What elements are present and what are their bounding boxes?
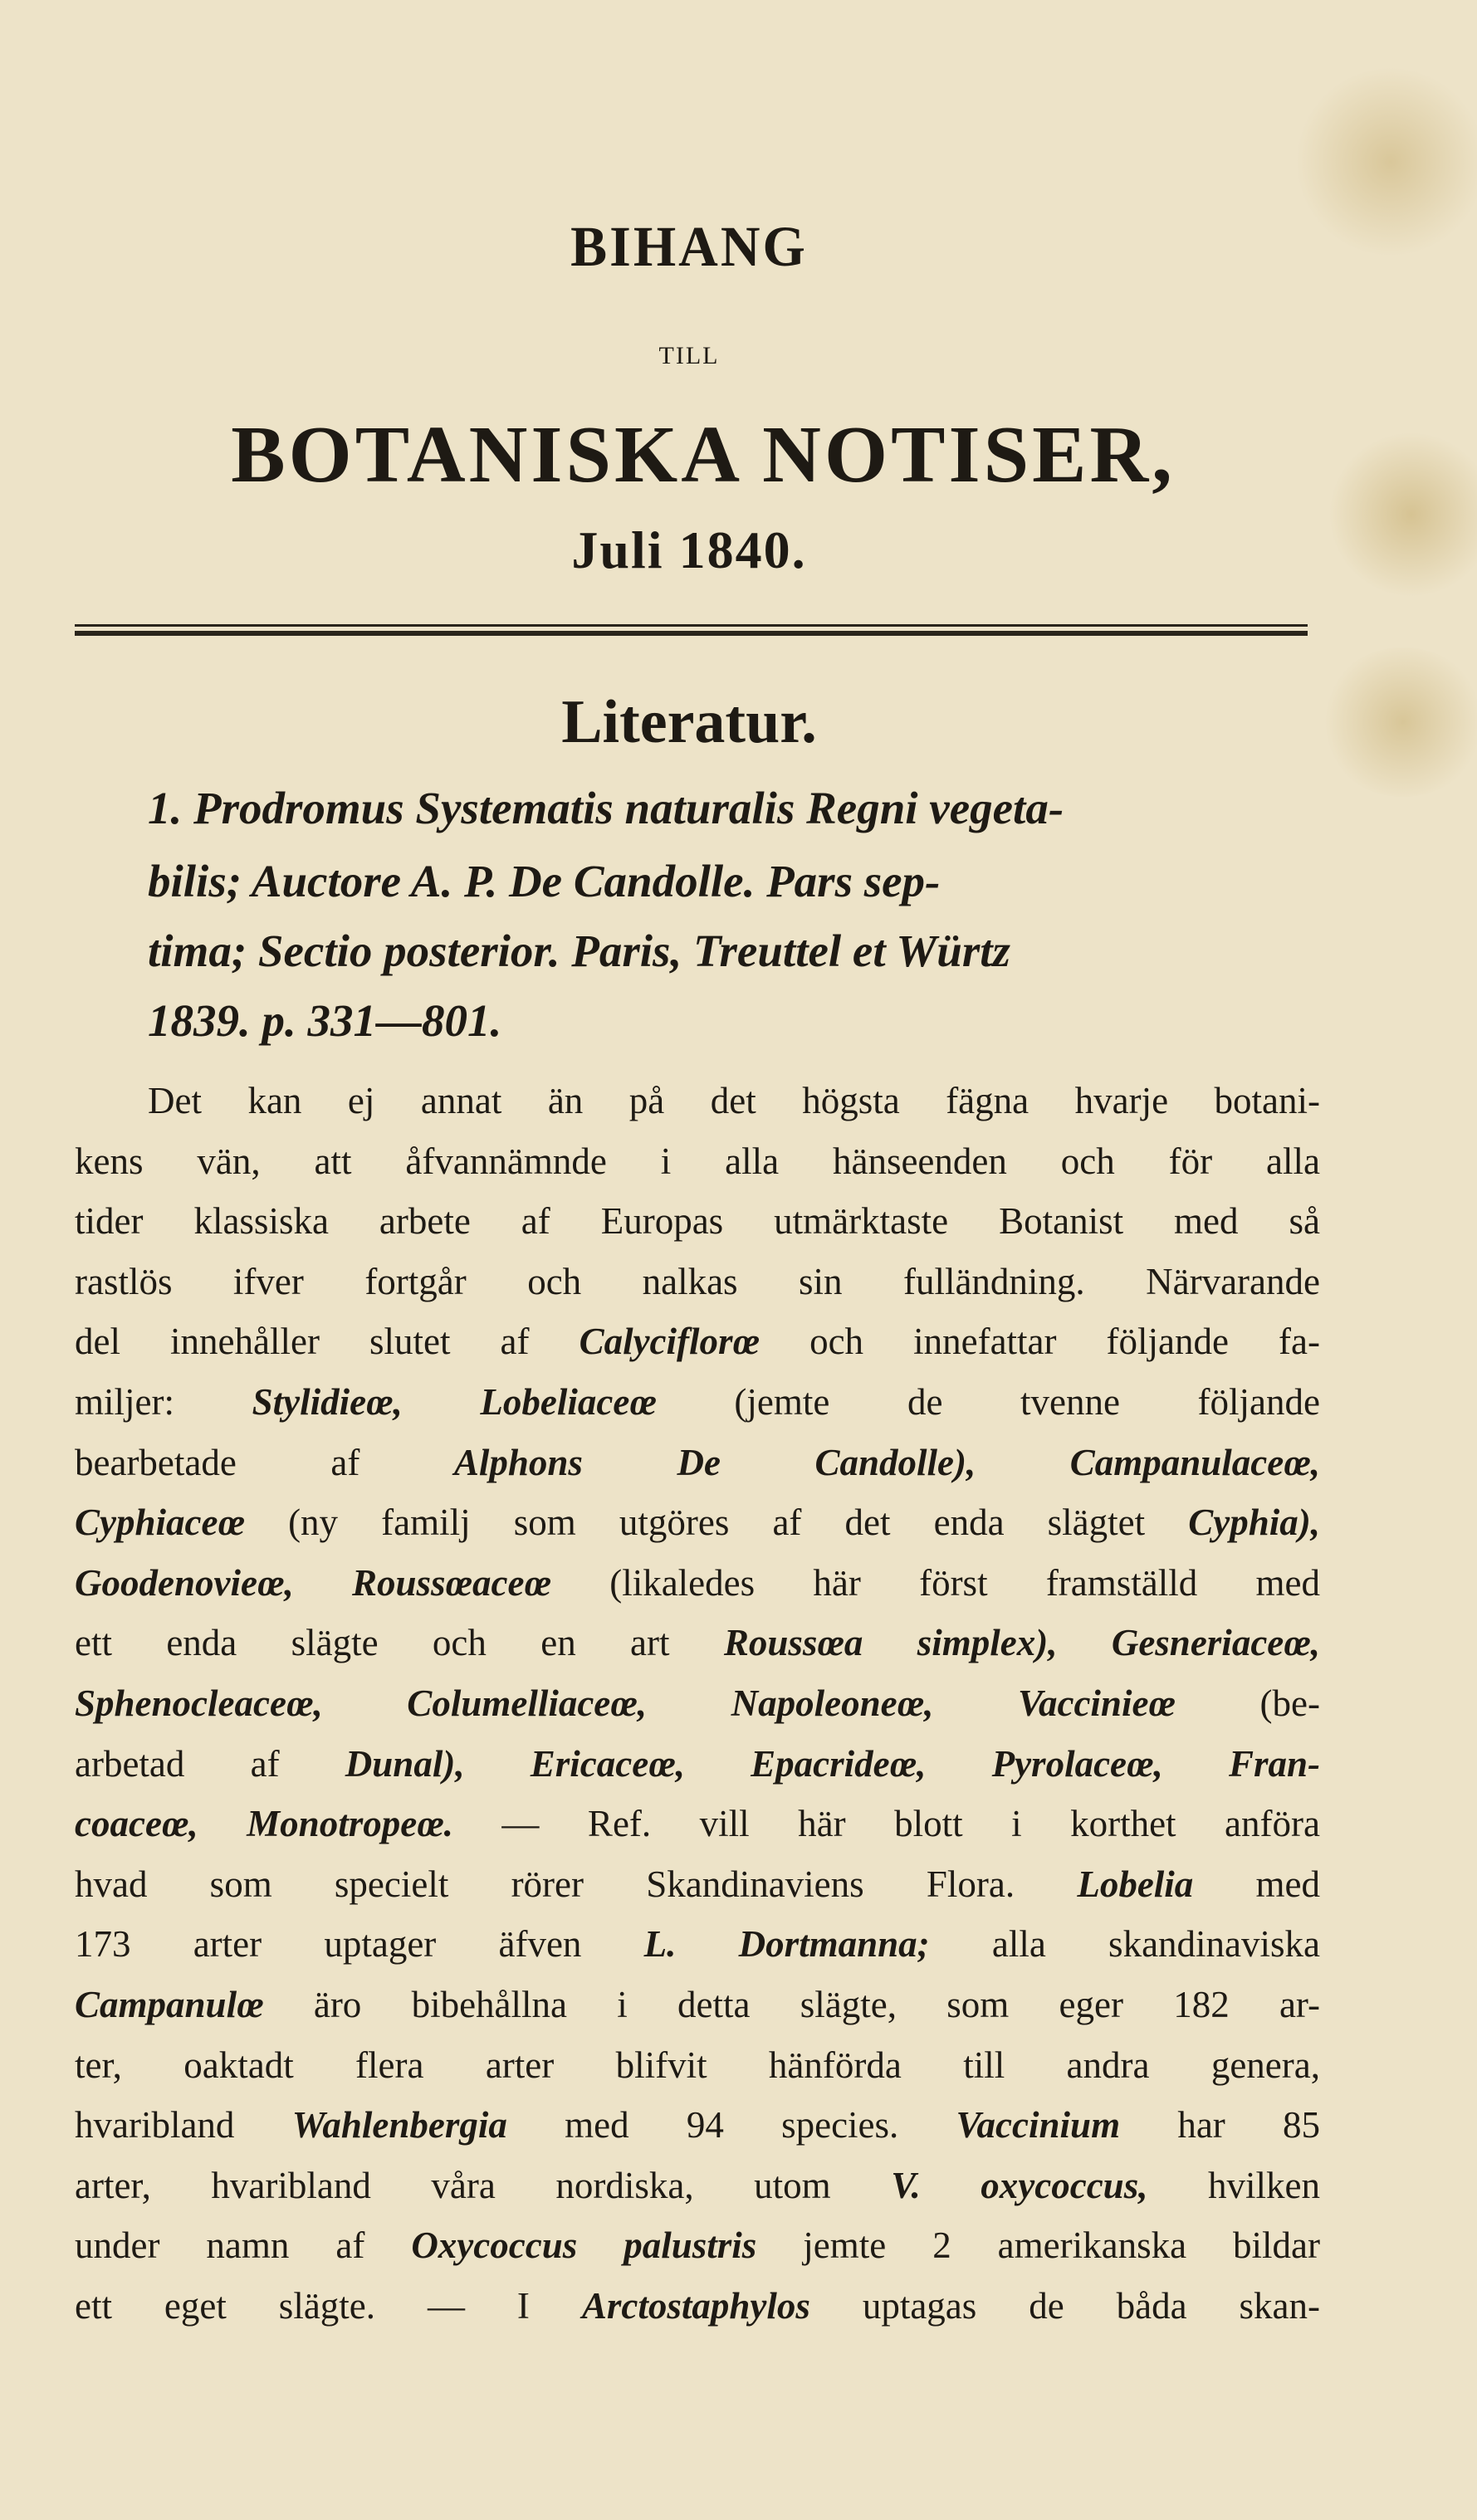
text-run: Det kan ej annat än på det högsta fägna hvarje botani- [148,1080,1320,1121]
body-line [75,1922,1320,1966]
text-run: (likaledes här först framställd med [550,1561,1320,1604]
text-run: äro bibehållna i detta slägte, som eger 182 ar- [263,1984,1320,2025]
text-run: tider klassiska arbete af Europas utmärktaste Botanist med så [75,1200,1320,1243]
text-run: (jemte de tvenne följande [656,1381,1320,1423]
body-line [75,1621,1320,1664]
header-bihang: BIHANG [570,215,808,279]
paper-stain [1295,66,1477,257]
header-till: TILL [658,342,720,369]
text-run: bearbetade af [75,1441,454,1483]
text-run: kens vän, att åfvannämnde i alla hänseenden och för alla [75,1140,1320,1182]
reference-line: 1. Prodromus Systematis naturalis Regni vegeta- [148,783,1064,833]
text-run: under namn af [75,2225,412,2267]
italic-text: Campanulœ [75,1984,264,2025]
italic-text: Arctostaphylos [581,2285,810,2327]
text-run: 173 arter uptager äfven [75,1923,644,1966]
text-run: med 94 species. [506,2104,956,2146]
text-run: arter, hvaribland våra nordiska, utom [75,2164,892,2206]
body-line [75,2103,1320,2146]
body-line [75,1983,1320,2026]
text-run: (be- [1175,1682,1320,1724]
text-run: ter, oaktadt flera arter blifvit hänförda till andra genera, [75,2044,1320,2086]
body-line [75,1260,1320,1303]
journal-title: BOTANISKA NOTISER, [231,410,1176,500]
body-line [75,1501,1320,1544]
body-line [148,1079,1320,1122]
body-line [75,2284,1320,2327]
issue-date: Juli 1840. [571,520,807,579]
text-run: miljer: [75,1381,252,1423]
text-run: alla skandinaviska [929,1923,1321,1966]
text-run: har 85 [1120,2104,1321,2146]
body-line [75,1320,1320,1363]
reference-line: bilis; Auctore A. P. De Candolle. Pars sep- [148,856,941,906]
body-line [75,1199,1320,1243]
italic-text: Lobelia [1077,1863,1194,1905]
italic-text: Vaccinium [956,2104,1121,2146]
header-rule-thick [75,631,1308,636]
text-run: med [1193,1863,1321,1905]
text-run: ett eget slägte. — I [75,2285,582,2327]
body-line [75,1380,1320,1424]
body-line [75,1682,1320,1725]
text-run: uptagas de båda skan- [809,2285,1320,2327]
italic-text: Roussœa simplex), Gesneriaceœ, [723,1622,1321,1664]
text-run: hvilken [1147,2164,1320,2206]
body-line [75,1561,1320,1604]
text-run: ett enda slägte och en art [75,1622,724,1664]
body-line [75,1742,1320,1785]
text-run: del innehåller slutet af [75,1321,580,1363]
text-run: — Ref. vill här blott i korthet anföra [452,1803,1320,1845]
body-line [75,2224,1320,2267]
italic-text: Stylidieœ, Lobeliaceœ [252,1381,657,1423]
text-run: rastlös ifver fortgår och nalkas sin fulländning. Närvarande [75,1260,1320,1302]
text-run: arbetad af [75,1742,345,1785]
body-line [75,1802,1320,1845]
paper-stain [1328,432,1477,598]
text-run: (ny familj som utgöres af det enda slägtet [244,1502,1189,1544]
italic-text: Goodenovieœ, Roussœaceœ [75,1561,551,1604]
italic-text: coaceœ, Monotropeœ. [75,1803,453,1845]
italic-text: Oxycoccus palustris [411,2225,757,2267]
text-run: jemte 2 amerikanska bildar [756,2225,1320,2267]
text-run: och innefattar följande fa- [760,1321,1320,1363]
italic-text: Calyciflorœ [579,1321,761,1363]
italic-text: Alphons De Candolle), Campanulaceœ, [453,1441,1321,1483]
body-line [75,2164,1320,2207]
italic-text: Wahlenbergia [291,2104,507,2146]
italic-text: Cyphiaceœ [75,1502,245,1544]
header-rule-thin [75,624,1308,627]
italic-text: Dunal), Ericaceœ, Epacrideœ, Pyrolaceœ, Fran- [345,1742,1321,1785]
text-run: hvad som specielt rörer Skandinaviens Flora. [75,1863,1078,1905]
italic-text: L. Dortmanna; [643,1923,930,1966]
body-line [75,1140,1320,1183]
text-run: hvaribland [75,2104,292,2146]
italic-text: V. oxycoccus, [891,2164,1148,2206]
body-line [75,1863,1320,1906]
reference-line: 1839. p. 331—801. [148,995,502,1046]
italic-text: Cyphia), [1188,1502,1320,1544]
section-title: Literatur. [561,688,817,756]
body-line [75,1441,1320,1484]
paper-stain [1320,647,1477,797]
body-line [75,2044,1320,2087]
italic-text: Sphenocleaceœ, Columelliaceœ, Napoleoneœ, Vaccinieœ [75,1682,1176,1724]
reference-line: tima; Sectio posterior. Paris, Treuttel et Würtz [148,925,1010,976]
